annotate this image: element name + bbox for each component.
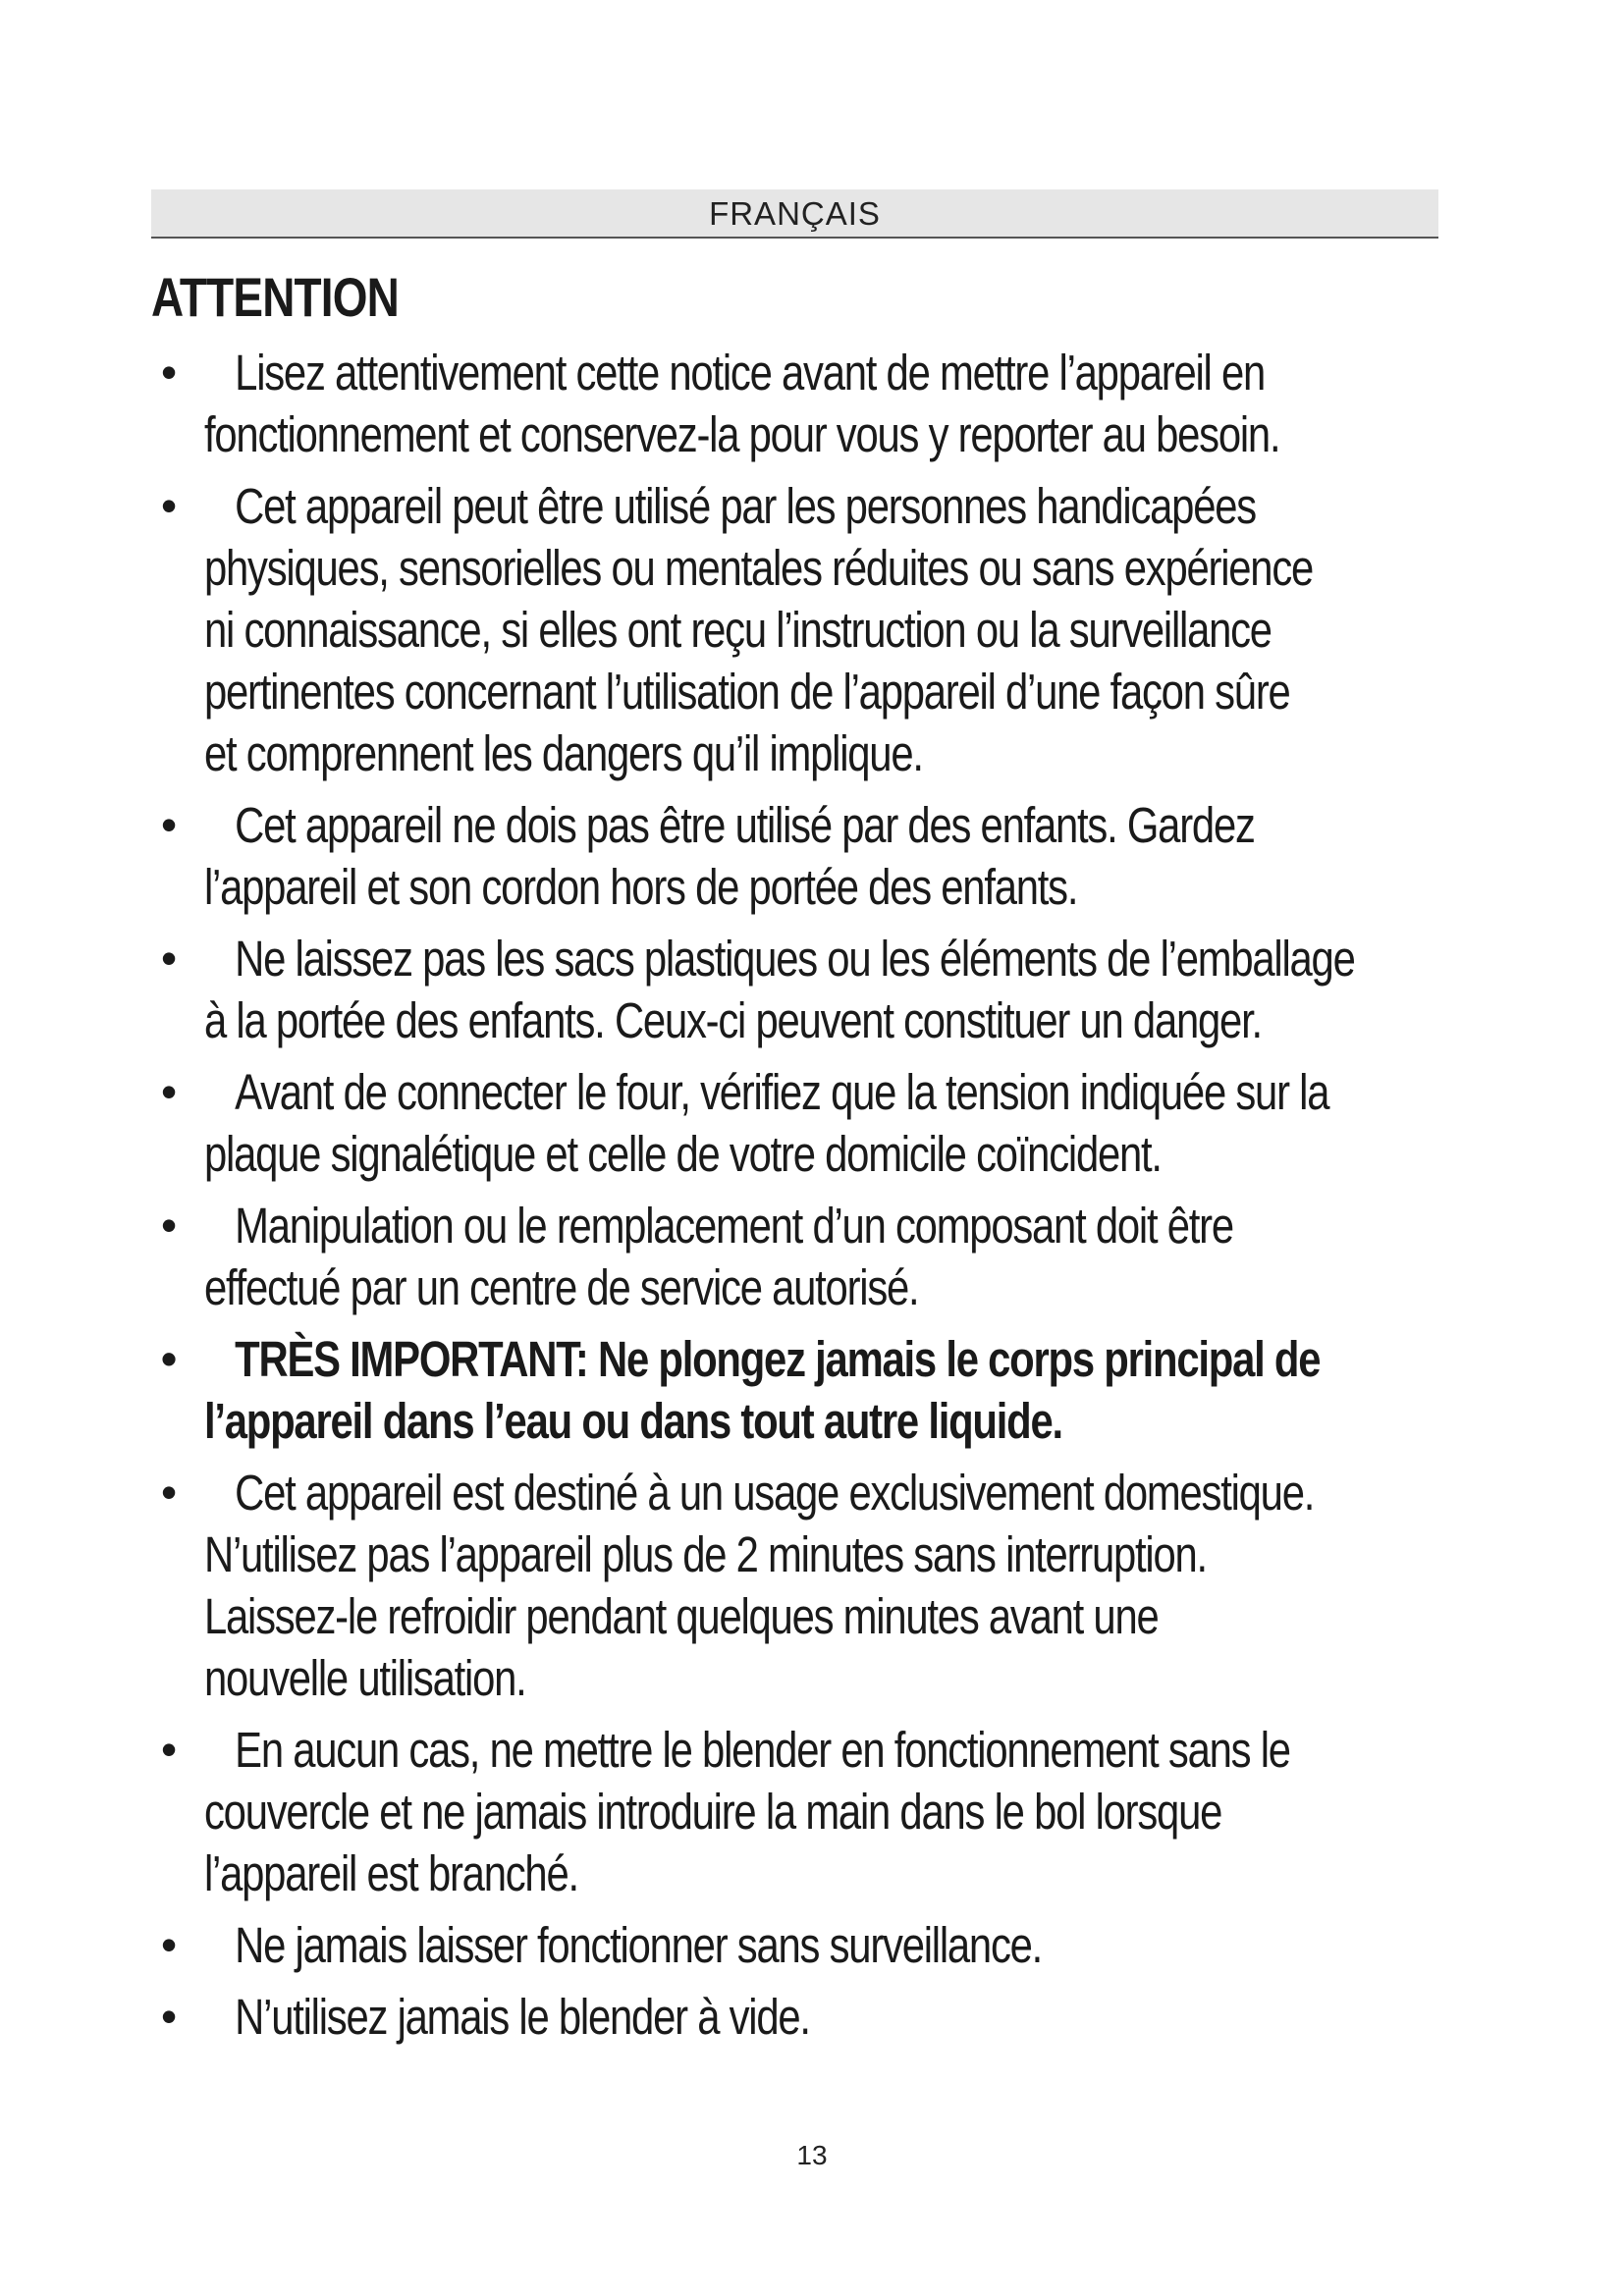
- warning-text: [204, 342, 1492, 465]
- warning-line: nouvelle utilisation.: [204, 1650, 526, 1706]
- important-warning: [151, 1328, 1477, 1452]
- bullet-icon: •: [161, 1467, 176, 1518]
- warning-line: couvercle et ne jamais introduire la main dans le bol lorsque: [204, 1784, 1222, 1840]
- bullet-icon: •: [161, 1200, 176, 1251]
- warning-line: l’appareil est branché.: [204, 1845, 578, 1901]
- warning-line: l’appareil dans l’eau ou dans tout autre liquide.: [204, 1393, 1062, 1449]
- warning-line: pertinentes concernant l’utilisation de l’appareil d’une façon sûre: [204, 664, 1290, 720]
- list-item: [151, 1719, 1477, 1904]
- warning-text: [204, 794, 1492, 918]
- warning-line: En aucun cas, ne mettre le blender en fonctionnement sans le: [235, 1722, 1290, 1778]
- list-item: [151, 794, 1477, 918]
- warning-text: [204, 475, 1492, 784]
- bullet-icon: •: [161, 480, 176, 531]
- warning-text: [204, 1061, 1492, 1185]
- bullet-icon: •: [161, 347, 176, 398]
- warning-text: [204, 1986, 1492, 2048]
- bullet-icon: •: [161, 1919, 176, 1970]
- list-item: [151, 342, 1477, 465]
- list-item: [151, 1462, 1477, 1709]
- language-header: FRANÇAIS: [151, 189, 1438, 239]
- warning-line: Ne laissez pas les sacs plastiques ou les éléments de l’emballage: [235, 931, 1355, 987]
- warning-line: Ne jamais laisser fonctionner sans surveillance.: [235, 1917, 1043, 1973]
- warning-line: Lisez attentivement cette notice avant de mettre l’appareil en: [235, 345, 1266, 400]
- list-item: [151, 1914, 1477, 1976]
- warning-line: Laissez-le refroidir pendant quelques minutes avant une: [204, 1588, 1159, 1644]
- warning-line: physiques, sensorielles ou mentales réduites ou sans expérience: [204, 540, 1314, 596]
- warning-line: Cet appareil ne dois pas être utilisé par des enfants. Gardez: [235, 797, 1255, 853]
- warning-line: Avant de connecter le four, vérifiez que la tension indiquée sur la: [235, 1064, 1329, 1120]
- bullet-icon: •: [161, 1991, 176, 2042]
- warning-line: ni connaissance, si elles ont reçu l’instruction ou la surveillance: [204, 602, 1272, 658]
- warning-text: [204, 1195, 1492, 1318]
- warning-line: Manipulation ou le remplacement d’un composant doit être: [235, 1198, 1233, 1254]
- warning-line: à la portée des enfants. Ceux-ci peuvent constituer un danger.: [204, 992, 1262, 1048]
- bullet-icon: •: [161, 933, 176, 984]
- list-item: [151, 1986, 1477, 2048]
- warning-text: [204, 1462, 1492, 1709]
- warning-line: N’utilisez jamais le blender à vide.: [235, 1989, 810, 2045]
- warning-text: [204, 1914, 1492, 1976]
- warning-line: et comprennent les dangers qu’il implique.: [204, 725, 923, 781]
- warning-line: Cet appareil est destiné à un usage exclusivement domestique.: [235, 1465, 1315, 1521]
- warning-text: [204, 1328, 1492, 1452]
- page-number: 13: [796, 2140, 828, 2170]
- warning-text: [204, 1719, 1492, 1904]
- bullet-icon: •: [161, 799, 176, 850]
- bullet-icon: •: [161, 1724, 176, 1775]
- bullet-icon: •: [161, 1333, 176, 1384]
- warning-line: N’utilisez pas l’appareil plus de 2 minutes sans interruption.: [204, 1526, 1207, 1582]
- warning-text: [204, 928, 1492, 1051]
- warning-line: effectué par un centre de service autorisé.: [204, 1259, 919, 1315]
- warning-line: plaque signalétique et celle de votre domicile coïncident.: [204, 1126, 1162, 1182]
- list-item: [151, 928, 1477, 1051]
- warning-line: fonctionnement et conservez-la pour vous y reporter au besoin.: [204, 406, 1280, 462]
- list-item: [151, 1061, 1477, 1185]
- list-item: [151, 475, 1477, 784]
- bullet-icon: •: [161, 1066, 176, 1117]
- page-title: ATTENTION: [151, 266, 399, 328]
- list-item: [151, 1195, 1477, 1318]
- warning-line: l’appareil et son cordon hors de portée des enfants.: [204, 859, 1078, 915]
- warning-line: TRÈS IMPORTANT: Ne plongez jamais le corps principal de: [235, 1331, 1321, 1387]
- warning-line: Cet appareil peut être utilisé par les personnes handicapées: [235, 478, 1256, 534]
- warning-list: [151, 342, 1477, 2057]
